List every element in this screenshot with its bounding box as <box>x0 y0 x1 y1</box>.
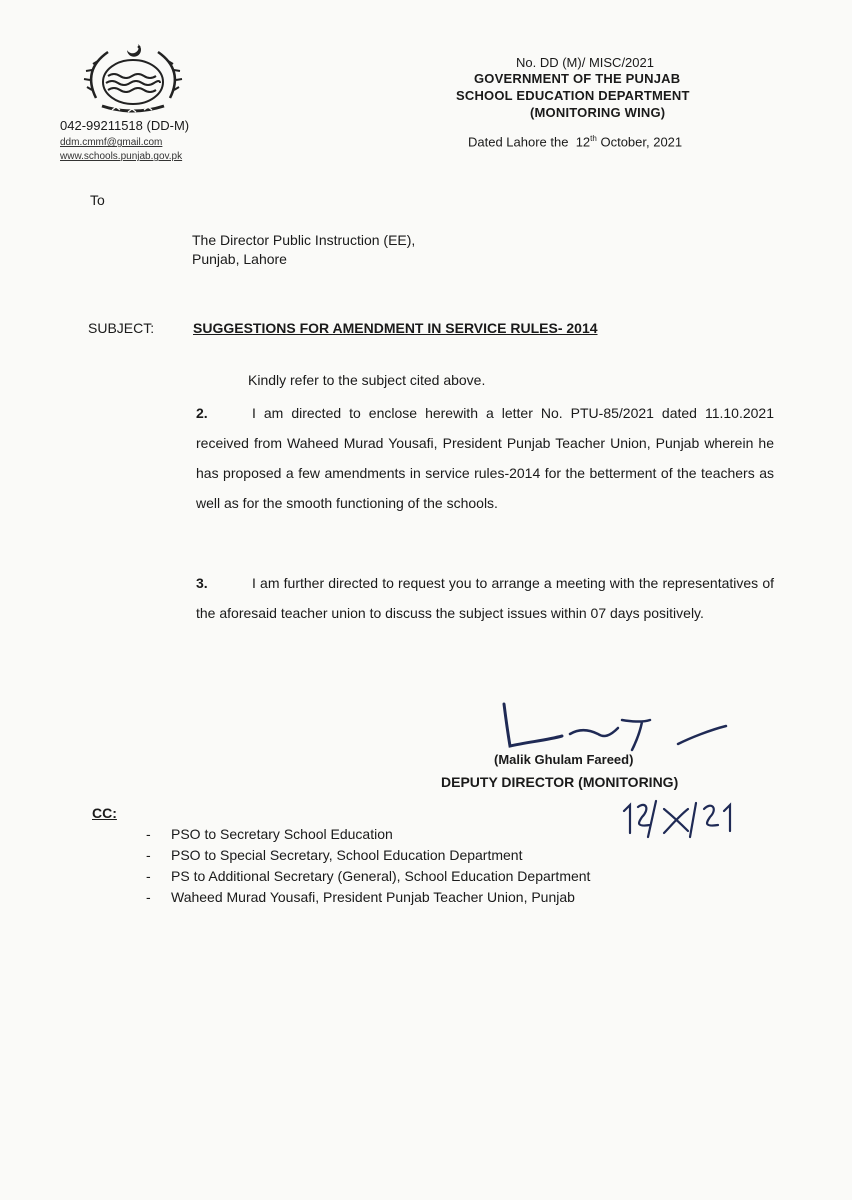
contact-website: www.schools.punjab.gov.pk <box>60 151 183 162</box>
government-heading: GOVERNMENT OF THE PUNJAB <box>474 71 681 86</box>
cc-dash: - <box>146 868 151 884</box>
dated-rest: October, 2021 <box>600 134 683 150</box>
signer-title: DEPUTY DIRECTOR (MONITORING) <box>441 774 679 790</box>
addressee-line-1: The Director Public Instruction (EE), <box>192 232 416 248</box>
punjab-government-seal-icon <box>78 38 188 120</box>
dated-suffix: th <box>590 134 597 143</box>
addressee-line-2: Punjab, Lahore <box>192 251 287 267</box>
paragraph-2-number: 2. <box>196 405 208 421</box>
paragraph-2 <box>196 398 774 518</box>
wing-heading: (MONITORING WING) <box>530 105 666 120</box>
subject-text: SUGGESTIONS FOR AMENDMENT IN SERVICE RULES- 2014 <box>193 320 598 336</box>
reference-number: No. DD (M)/ MISC/2021 <box>516 55 654 70</box>
handwritten-date <box>620 795 760 840</box>
dated-day: 12 <box>575 134 591 150</box>
cc-dash: - <box>146 889 151 905</box>
paragraph-2-text: I am directed to enclose herewith a letter No. PTU-85/2021 dated 11.10.2021 received from Waheed Murad Yousafi, President Punjab Teacher Union, Punjab wherein he has proposed a few amendments in service rules-2014 for the betterment of the teachers as well as for the smooth functioning of the schools. <box>196 405 774 511</box>
cc-item-text: PSO to Secretary School Education <box>171 826 393 842</box>
paragraph-3-number: 3. <box>196 575 208 591</box>
cc-item <box>146 824 590 845</box>
paragraph-3-text: I am further directed to request you to arrange a meeting with the representatives of the aforesaid teacher union to discuss the subject issues within 07 days positively. <box>196 575 774 621</box>
cc-item-text: PS to Additional Secretary (General), School Education Department <box>171 868 591 884</box>
paragraph-3 <box>196 568 774 628</box>
signer-name: (Malik Ghulam Fareed) <box>494 752 634 767</box>
to-label: To <box>90 192 105 208</box>
cc-item-text: PSO to Special Secretary, School Education Department <box>171 847 523 863</box>
handwritten-signature <box>500 700 730 760</box>
cc-item <box>146 866 590 887</box>
dated-prefix: Dated Lahore the <box>468 134 569 150</box>
department-heading: SCHOOL EDUCATION DEPARTMENT <box>456 88 690 103</box>
subject-label: SUBJECT: <box>88 320 155 336</box>
cc-dash: - <box>146 847 151 863</box>
contact-phone: 042-99211518 (DD-M) <box>60 118 190 133</box>
cc-item <box>146 887 590 908</box>
paragraph-1: Kindly refer to the subject cited above. <box>248 372 486 388</box>
cc-list <box>146 818 591 905</box>
cc-item-text: Waheed Murad Yousafi, President Punjab Teacher Union, Punjab <box>171 889 575 905</box>
dated-line <box>468 134 682 149</box>
cc-item <box>146 845 590 866</box>
cc-dash: - <box>146 826 151 842</box>
cc-label: CC: <box>92 805 117 821</box>
contact-email: ddm.cmmf@gmail.com <box>60 137 163 148</box>
